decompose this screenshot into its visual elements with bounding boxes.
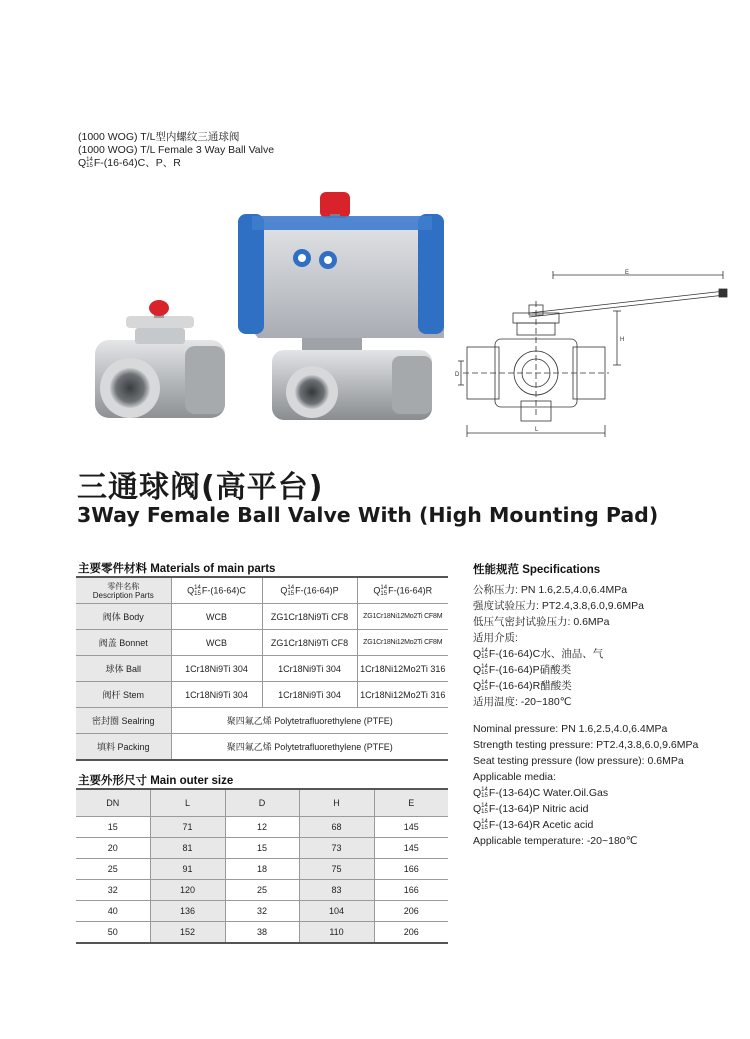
dimensions-cell: 71 xyxy=(150,817,225,838)
dimensions-cell: 32 xyxy=(76,880,150,901)
dimensions-cell: 110 xyxy=(299,922,374,944)
materials-header-part: 零件名称 Description Parts xyxy=(76,577,171,604)
materials-part: 阀杆 Stem xyxy=(76,682,171,708)
spec-line: Applicable media: xyxy=(473,771,556,783)
page-title-en: 3Way Female Ball Valve With (High Mounting Pad) xyxy=(77,503,659,527)
spec-media-line: Q 14 15 F-(13-64)P Nitric acid xyxy=(473,803,589,816)
dimensions-cell: 15 xyxy=(76,817,150,838)
drawing-label-d: D xyxy=(455,372,460,378)
actuator-valve-photo xyxy=(232,188,452,433)
materials-header-p: Q 14 15 F-(16-64)P xyxy=(262,577,357,604)
specs-title: 性能规范 Specifications xyxy=(473,564,601,576)
materials-cell: 1Cr18Ni12Mo2Ti 316 xyxy=(357,682,448,708)
materials-cell: ZG1Cr18Ni12Mo2Ti CF8M xyxy=(357,630,448,656)
materials-part: 球体 Ball xyxy=(76,656,171,682)
materials-part: 密封圈 Sealring xyxy=(76,708,171,734)
dimensions-header: D xyxy=(225,789,299,817)
spec-line: 强度试验压力: PT2.4,3.8,6.0,9.6MPa xyxy=(473,600,644,612)
technical-drawing xyxy=(455,265,735,445)
dimensions-row xyxy=(76,859,448,880)
dimensions-cell: 91 xyxy=(150,859,225,880)
materials-cell: ZG1Cr18Ni9Ti CF8 xyxy=(262,630,357,656)
materials-header-r: Q 14 15 F-(16-64)R xyxy=(357,577,448,604)
dimensions-cell: 81 xyxy=(150,838,225,859)
spec-line: 适用温度: -20~180℃ xyxy=(473,696,572,708)
materials-header-row xyxy=(76,577,448,604)
materials-cell: 聚四氟乙烯 Polytetrafluorethylene (PTFE) xyxy=(171,708,448,734)
dimensions-header: L xyxy=(150,789,225,817)
spec-media-line: Q 14 15 F-(16-64)P硝酸类 xyxy=(473,664,572,677)
dimensions-header: H xyxy=(299,789,374,817)
spec-line: 公称压力: PN 1.6,2.5,4.0,6.4MPa xyxy=(473,584,628,596)
specs-cn xyxy=(473,582,644,710)
spec-media-line: Q 14 15 F-(13-64)C Water.Oil.Gas xyxy=(473,787,609,800)
dimensions-cell: 50 xyxy=(76,922,150,944)
materials-header-c: Q 14 15 F-(16-64)C xyxy=(171,577,262,604)
product-model: Q 14 15 F-(16-64)C、P、R xyxy=(78,157,181,170)
page-title-cn: 三通球阀(高平台) xyxy=(77,470,324,505)
dimensions-cell: 40 xyxy=(76,901,150,922)
materials-cell: 1Cr18Ni12Mo2Ti 316 xyxy=(357,656,448,682)
dimensions-cell: 18 xyxy=(225,859,299,880)
materials-cell: WCB xyxy=(171,604,262,630)
materials-cell: ZG1Cr18Ni12Mo2Ti CF8M xyxy=(357,604,448,630)
dimensions-table xyxy=(76,788,448,944)
dimensions-cell: 206 xyxy=(374,922,448,944)
dimensions-header-row xyxy=(76,789,448,817)
materials-cell: 聚四氟乙烯 Polytetrafluorethylene (PTFE) xyxy=(171,734,448,761)
materials-row xyxy=(76,630,448,656)
dimensions-cell: 145 xyxy=(374,838,448,859)
dimensions-cell: 83 xyxy=(299,880,374,901)
spec-line: Applicable temperature: -20~180℃ xyxy=(473,835,638,847)
dimensions-row xyxy=(76,838,448,859)
dimensions-cell: 12 xyxy=(225,817,299,838)
dimensions-row xyxy=(76,901,448,922)
spec-media-line: Q 14 15 F-(16-64)C水、油品、气 xyxy=(473,648,604,661)
product-line-en: (1000 WOG) T/L Female 3 Way Ball Valve xyxy=(78,144,275,156)
dimensions-row xyxy=(76,922,448,944)
drawing-label-h: H xyxy=(620,337,625,343)
materials-row xyxy=(76,708,448,734)
drawing-label-l: L xyxy=(535,427,539,433)
dimensions-cell: 166 xyxy=(374,880,448,901)
materials-cell: WCB xyxy=(171,630,262,656)
materials-table xyxy=(76,576,448,761)
dimensions-header: E xyxy=(374,789,448,817)
dimensions-cell: 25 xyxy=(76,859,150,880)
dimensions-cell: 166 xyxy=(374,859,448,880)
dimensions-cell: 136 xyxy=(150,901,225,922)
materials-cell: 1Cr18Ni9Ti 304 xyxy=(262,656,357,682)
dimensions-row xyxy=(76,880,448,901)
spec-media-line: Q 14 15 F-(16-64)R醋酸类 xyxy=(473,680,572,693)
materials-row xyxy=(76,656,448,682)
dimensions-cell: 120 xyxy=(150,880,225,901)
spec-line: Seat testing pressure (low pressure): 0.6MPa xyxy=(473,755,684,767)
dimensions-title: 主要外形尺寸 Main outer size xyxy=(78,775,234,787)
materials-cell: ZG1Cr18Ni9Ti CF8 xyxy=(262,604,357,630)
spec-line: 适用介质: xyxy=(473,632,518,644)
materials-title: 主要零件材料 Materials of main parts xyxy=(78,563,276,575)
spec-line: 低压气密封试验压力: 0.6MPa xyxy=(473,616,610,628)
dimensions-header: DN xyxy=(76,789,150,817)
spec-line: Nominal pressure: PN 1.6,2.5,4.0,6.4MPa xyxy=(473,723,668,735)
drawing-label-e: E xyxy=(625,270,630,276)
dimensions-cell: 104 xyxy=(299,901,374,922)
materials-cell: 1Cr18Ni9Ti 304 xyxy=(171,656,262,682)
materials-part: 阀盖 Bonnet xyxy=(76,630,171,656)
dimensions-row xyxy=(76,817,448,838)
materials-row xyxy=(76,604,448,630)
small-valve-photo xyxy=(90,298,235,438)
dimensions-cell: 73 xyxy=(299,838,374,859)
product-line-cn: (1000 WOG) T/L型内螺纹三通球阀 xyxy=(78,131,240,143)
dimensions-cell: 75 xyxy=(299,859,374,880)
materials-cell: 1Cr18Ni9Ti 304 xyxy=(262,682,357,708)
specs-en xyxy=(473,721,698,849)
materials-part: 填料 Packing xyxy=(76,734,171,761)
materials-row xyxy=(76,734,448,761)
dimensions-cell: 15 xyxy=(225,838,299,859)
materials-cell: 1Cr18Ni9Ti 304 xyxy=(171,682,262,708)
dimensions-cell: 25 xyxy=(225,880,299,901)
spec-line: Strength testing pressure: PT2.4,3.8,6.0,9.6MPa xyxy=(473,739,699,751)
dimensions-cell: 152 xyxy=(150,922,225,944)
materials-row xyxy=(76,682,448,708)
dimensions-cell: 68 xyxy=(299,817,374,838)
dimensions-cell: 206 xyxy=(374,901,448,922)
dimensions-cell: 20 xyxy=(76,838,150,859)
spec-media-line: Q 14 15 F-(13-64)R Acetic acid xyxy=(473,819,594,832)
dimensions-cell: 145 xyxy=(374,817,448,838)
dimensions-cell: 38 xyxy=(225,922,299,944)
dimensions-cell: 32 xyxy=(225,901,299,922)
materials-part: 阀体 Body xyxy=(76,604,171,630)
